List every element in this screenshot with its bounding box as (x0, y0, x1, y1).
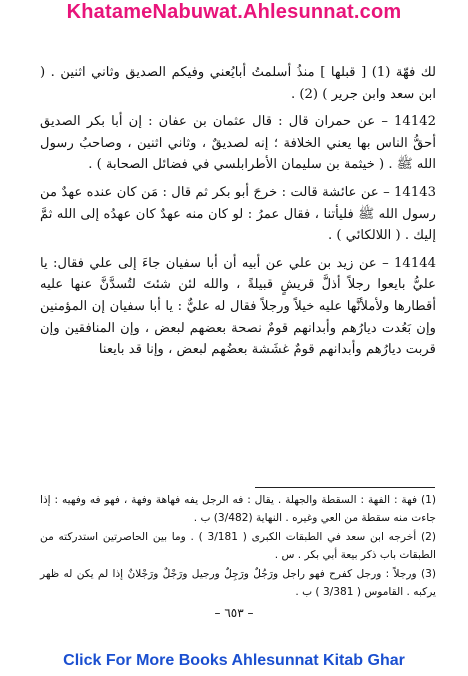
hadith-14143: 14143 – عن عائشة قالت : خرجَ أبو بكر ثم قال : مَن كان عنده عهدٌ من رسول الله ﷺ فليأتنا ، فقال عمرُ : لو كان منه عهدٌ كان عهدُه إلى الله ثمَّ إليك . ( اللالكائي ) . (40, 184, 436, 244)
paragraph-continuation: لك فهّة (1) [ قبلها ] منذُ أسلمتُ أبايُعني وفيكم الصديق وثاني اثنين . ( ابن سعد وابن جرير ) (2) . (40, 65, 436, 102)
page-number: – ٦٥٣ – (214, 606, 254, 620)
site-banner-header[interactable]: KhatameNabuwat.Ahlesunnat.com (66, 1, 402, 23)
main-text (40, 62, 436, 367)
hadith-14144: 14144 – عن زيد بن علي عن أبيه أن أبا سفيان جاءَ إلى علي فقال: يا عليُّ بايعوا رجلاً أذلَّ قريشٍ قبيلةً ، والله لئن شئتَ لتُسدَّنَّ عنها عليه أقطارها ولأملأنَّها عليه خيلاً ورجلاً فقال له عليٌّ : يا أبا سفيان إن المؤمنين وإن بَعُدت ديارُهم وأبدانهم قومٌ نصحة بعضهم لبعض ، وإن المنافقين وإن قربت ديارُهم وأبدانهم قومٌ غشَشة بعضُهم لبعض ، وإنا قد بايعنا (40, 255, 436, 358)
footnote-2: (2) أخرجه ابن سعد في الطبقات الكبرى ( 3/181 ) . وما بين الحاصرتين استدركته من الطبقات باب ذكر بيعة أبي بكر . س . (40, 531, 436, 561)
hadith-14142: 14142 – عن حمران قال : قال عثمان بن عفان : إن أبا بكر الصديق أحقُّ الناس بها يعني الخلافة ؛ إنه لصديقٌ ، وثاني اثنين ، وصاحبُ رسول الله ﷺ . ( خيثمة بن سليمان الأطرابلسي في فضائل الصحابة ) . (40, 114, 436, 173)
footnote-3: (3) ورجلاً : ورجل كفرح فهو راجل ورَجُلٌ ورَجِلٌ ورجيل ورَجْلٌ ورَجْلانٌ إذا لم يكن له ظهر يركبه . القاموس ( 3/381 ) ب . (40, 568, 436, 598)
footnotes (40, 492, 436, 604)
footnote-separator (255, 487, 435, 488)
footnote-1: (1) فهة : الفهة : السقطة والجهلة . يقال : فه الرجل يفه فهاهة وفهة ، فهو فه وفهيه : إذا جاءت منه سقطة من العي وغيره . النهاية (3/482) ب . (40, 494, 436, 524)
site-banner-footer[interactable]: Click For More Books Ahlesunnat Kitab Ghar (63, 652, 405, 669)
